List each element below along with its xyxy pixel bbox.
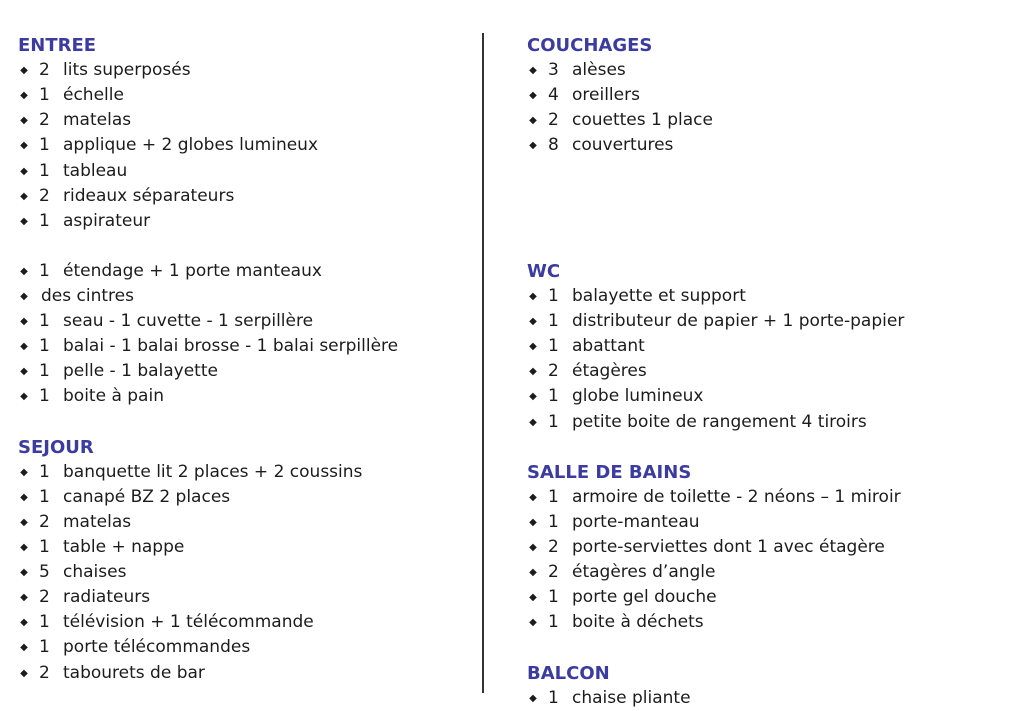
item-quantity: 1 bbox=[39, 210, 50, 231]
bullet-icon: ◆ bbox=[529, 516, 537, 528]
bullet-icon: ◆ bbox=[20, 592, 28, 604]
item-label: alèses bbox=[572, 60, 626, 81]
item-label: tableau bbox=[63, 160, 128, 181]
item-quantity: 1 bbox=[39, 160, 50, 181]
item-label: balayette et support bbox=[572, 286, 746, 306]
item-quantity: 1 bbox=[39, 637, 50, 658]
bullet-icon: ◆ bbox=[529, 366, 537, 378]
item-quantity: 2 bbox=[548, 562, 559, 583]
bullet-icon: ◆ bbox=[20, 215, 28, 227]
bullet-icon: ◆ bbox=[20, 366, 28, 378]
item-quantity: 1 bbox=[548, 311, 559, 332]
item-quantity: 2 bbox=[548, 361, 559, 382]
item-quantity: 1 bbox=[548, 612, 559, 633]
item-label: banquette lit 2 places + 2 coussins bbox=[63, 461, 363, 482]
item-label: des cintres bbox=[41, 286, 134, 306]
item-quantity: 2 bbox=[548, 110, 559, 131]
bullet-icon: ◆ bbox=[20, 516, 28, 528]
bullet-icon: ◆ bbox=[20, 617, 28, 629]
bullet-icon: ◆ bbox=[20, 642, 28, 654]
item-label: pelle - 1 balayette bbox=[63, 361, 218, 382]
item-label: étagères bbox=[572, 361, 647, 382]
section-title-salle-de-bains: SALLE DE BAINS bbox=[527, 461, 692, 483]
bullet-icon: ◆ bbox=[20, 466, 28, 478]
item-label: radiateurs bbox=[63, 587, 151, 608]
section-title-balcon: BALCON bbox=[527, 662, 610, 684]
item-label: rideaux séparateurs bbox=[63, 185, 235, 206]
bullet-icon: ◆ bbox=[529, 291, 537, 302]
bullet-icon: ◆ bbox=[20, 190, 28, 202]
section-title-sejour: SEJOUR bbox=[18, 436, 94, 458]
item-label: chaises bbox=[63, 562, 127, 583]
bullet-icon: ◆ bbox=[529, 90, 537, 102]
column-divider bbox=[482, 33, 484, 693]
item-label: télévision + 1 télécommande bbox=[63, 612, 314, 633]
bullet-icon: ◆ bbox=[20, 90, 28, 102]
item-quantity: 1 bbox=[548, 511, 559, 532]
item-label: porte télécommandes bbox=[63, 637, 251, 658]
item-quantity: 1 bbox=[39, 386, 50, 407]
item-label: table + nappe bbox=[63, 537, 185, 557]
item-label: étagères d’angle bbox=[572, 562, 716, 583]
item-label: distributeur de papier + 1 porte-papier bbox=[572, 311, 905, 332]
item-quantity: 3 bbox=[548, 60, 559, 81]
bullet-icon: ◆ bbox=[20, 265, 28, 277]
bullet-icon: ◆ bbox=[20, 667, 28, 679]
section-title-entree: ENTREE bbox=[18, 35, 97, 56]
item-quantity: 1 bbox=[39, 260, 50, 281]
bullet-icon: ◆ bbox=[529, 316, 537, 328]
item-label: tabourets de bar bbox=[63, 662, 205, 683]
bullet-icon: ◆ bbox=[20, 316, 28, 328]
item-quantity: 1 bbox=[39, 85, 50, 106]
item-quantity: 1 bbox=[548, 687, 559, 708]
item-label: applique + 2 globes lumineux bbox=[63, 135, 319, 156]
item-label: échelle bbox=[63, 85, 124, 106]
section-title-couchages: COUCHAGES bbox=[527, 35, 653, 56]
bullet-icon: ◆ bbox=[529, 592, 537, 604]
bullet-icon: ◆ bbox=[20, 567, 28, 579]
item-label: porte gel douche bbox=[572, 587, 717, 608]
bullet-icon: ◆ bbox=[529, 567, 537, 579]
item-label: canapé BZ 2 places bbox=[63, 486, 231, 507]
item-quantity: 1 bbox=[39, 311, 50, 332]
item-quantity: 2 bbox=[39, 511, 50, 532]
item-quantity: 1 bbox=[548, 336, 559, 357]
item-quantity: 2 bbox=[39, 110, 50, 131]
item-label: matelas bbox=[63, 511, 132, 532]
bullet-icon: ◆ bbox=[529, 542, 537, 553]
item-quantity: 2 bbox=[548, 537, 559, 557]
item-quantity: 1 bbox=[39, 537, 50, 557]
item-quantity: 1 bbox=[39, 135, 50, 156]
item-quantity: 1 bbox=[548, 486, 559, 507]
item-quantity: 1 bbox=[39, 612, 50, 633]
item-label: petite boite de rangement 4 tiroirs bbox=[572, 411, 867, 432]
item-label: boite à déchets bbox=[572, 612, 704, 633]
item-label: étendage + 1 porte manteaux bbox=[63, 260, 322, 281]
bullet-icon: ◆ bbox=[529, 391, 537, 403]
item-label: balai - 1 balai brosse - 1 balai serpillère bbox=[63, 336, 399, 357]
item-quantity: 2 bbox=[39, 662, 50, 683]
item-label: porte-serviettes dont 1 avec étagère bbox=[572, 537, 885, 557]
item-quantity: 1 bbox=[39, 361, 50, 382]
item-quantity: 1 bbox=[39, 486, 50, 507]
section-title-wc: WC bbox=[527, 260, 561, 282]
bullet-icon: ◆ bbox=[529, 341, 537, 353]
item-label: couvertures bbox=[572, 135, 674, 156]
bullet-icon: ◆ bbox=[20, 65, 28, 77]
item-label: aspirateur bbox=[63, 210, 151, 231]
item-label: seau - 1 cuvette - 1 serpillère bbox=[63, 311, 314, 332]
bullet-icon: ◆ bbox=[20, 165, 28, 177]
item-quantity: 1 bbox=[548, 587, 559, 608]
item-label: abattant bbox=[572, 336, 645, 357]
item-label: couettes 1 place bbox=[572, 110, 713, 131]
item-label: lits superposés bbox=[63, 60, 191, 81]
bullet-icon: ◆ bbox=[529, 115, 537, 127]
item-label: globe lumineux bbox=[572, 386, 704, 407]
bullet-icon: ◆ bbox=[20, 542, 28, 553]
bullet-icon: ◆ bbox=[20, 115, 28, 127]
bullet-icon: ◆ bbox=[529, 416, 537, 428]
item-quantity: 1 bbox=[39, 336, 50, 357]
item-quantity: 2 bbox=[39, 185, 50, 206]
item-quantity: 8 bbox=[548, 135, 559, 156]
item-quantity: 4 bbox=[548, 85, 559, 106]
item-label: chaise pliante bbox=[572, 687, 691, 708]
bullet-icon: ◆ bbox=[20, 391, 28, 403]
bullet-icon: ◆ bbox=[529, 692, 537, 704]
bullet-icon: ◆ bbox=[529, 140, 537, 152]
item-quantity: 1 bbox=[39, 461, 50, 482]
item-quantity: 1 bbox=[548, 286, 559, 306]
bullet-icon: ◆ bbox=[20, 341, 28, 353]
item-quantity: 5 bbox=[39, 562, 50, 583]
bullet-icon: ◆ bbox=[20, 491, 28, 503]
item-label: matelas bbox=[63, 110, 132, 131]
bullet-icon: ◆ bbox=[529, 65, 537, 77]
item-label: boite à pain bbox=[63, 386, 164, 407]
item-quantity: 2 bbox=[39, 60, 50, 81]
bullet-icon: ◆ bbox=[529, 491, 537, 503]
bullet-icon: ◆ bbox=[529, 617, 537, 629]
item-quantity: 2 bbox=[39, 587, 50, 608]
item-label: armoire de toilette - 2 néons – 1 miroir bbox=[572, 486, 901, 507]
item-quantity: 1 bbox=[548, 386, 559, 407]
item-quantity: 1 bbox=[548, 411, 559, 432]
item-label: oreillers bbox=[572, 85, 640, 106]
bullet-icon: ◆ bbox=[20, 291, 28, 302]
item-label: porte-manteau bbox=[572, 511, 700, 532]
bullet-icon: ◆ bbox=[20, 140, 28, 152]
